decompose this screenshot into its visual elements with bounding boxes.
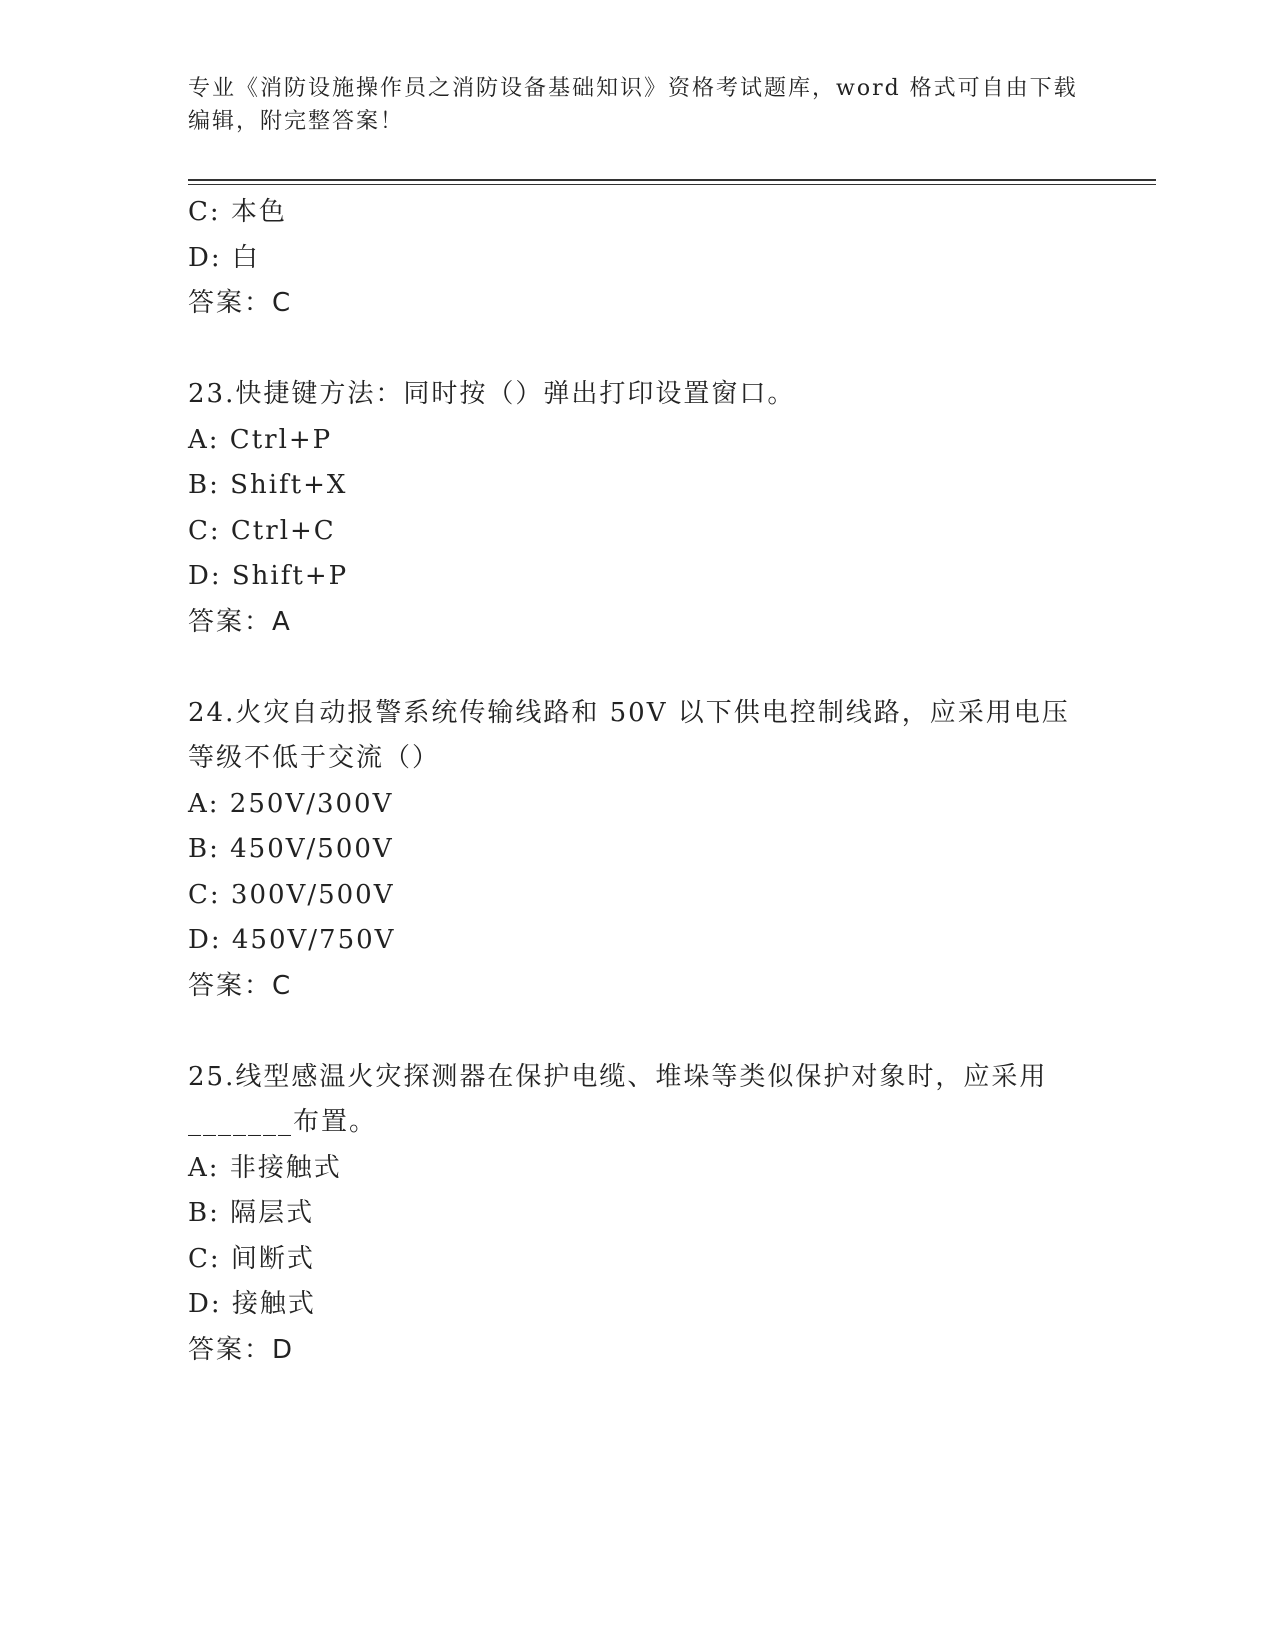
option-c: C: 本色 xyxy=(188,197,287,227)
spacer xyxy=(188,327,1088,373)
option-a: A: 250V/300V xyxy=(188,788,394,819)
question-25 xyxy=(188,1055,1088,1374)
answer-line: 答案：C xyxy=(188,970,293,1001)
header-text: 专业《消防设施操作员之消防设备基础知识》资格考试题库，word 格式可自由下载编辑，附完整答案！ xyxy=(188,76,1078,134)
document-header xyxy=(188,72,1088,138)
option-d: D: 白 xyxy=(188,242,260,273)
option-d: D: 450V/750V xyxy=(188,925,396,955)
option-a: A: Ctrl+P xyxy=(188,424,333,455)
question-23 xyxy=(188,372,1088,645)
spacer xyxy=(188,1009,1088,1055)
option-b: B: 隔层式 xyxy=(188,1198,315,1228)
answer-line: 答案：A xyxy=(188,606,292,637)
question-22-partial xyxy=(188,190,1088,327)
option-c: C: 300V/500V xyxy=(188,879,395,910)
option-c: C: 间断式 xyxy=(188,1243,315,1274)
question-list xyxy=(188,190,1088,1373)
option-b: B: Shift+X xyxy=(188,470,348,500)
spacer xyxy=(188,645,1088,691)
header-divider-thin xyxy=(188,184,1156,185)
answer-line: 答案：C xyxy=(188,288,293,318)
question-stem-line-1: 25.线型感温火灾探测器在保护电缆、堆垛等类似保护对象时，应采用 xyxy=(188,1061,1048,1092)
option-c: C: Ctrl+C xyxy=(188,515,336,546)
question-stem-line-1: 24.火灾自动报警系统传输线路和 50V 以下供电控制线路，应采用电压 xyxy=(188,697,1070,728)
option-a: A: 非接触式 xyxy=(188,1152,342,1183)
option-d: D: Shift+P xyxy=(188,561,349,591)
answer-line: 答案：D xyxy=(188,1334,295,1365)
question-stem-line-2: _______布置。 xyxy=(188,1107,378,1137)
question-stem-line-2: 等级不低于交流（） xyxy=(188,743,441,773)
option-b: B: 450V/500V xyxy=(188,834,394,864)
option-d: D: 接触式 xyxy=(188,1289,316,1319)
header-divider-thick xyxy=(188,179,1156,181)
question-24 xyxy=(188,691,1088,1010)
question-stem: 23.快捷键方法：同时按（）弹出打印设置窗口。 xyxy=(188,379,796,409)
